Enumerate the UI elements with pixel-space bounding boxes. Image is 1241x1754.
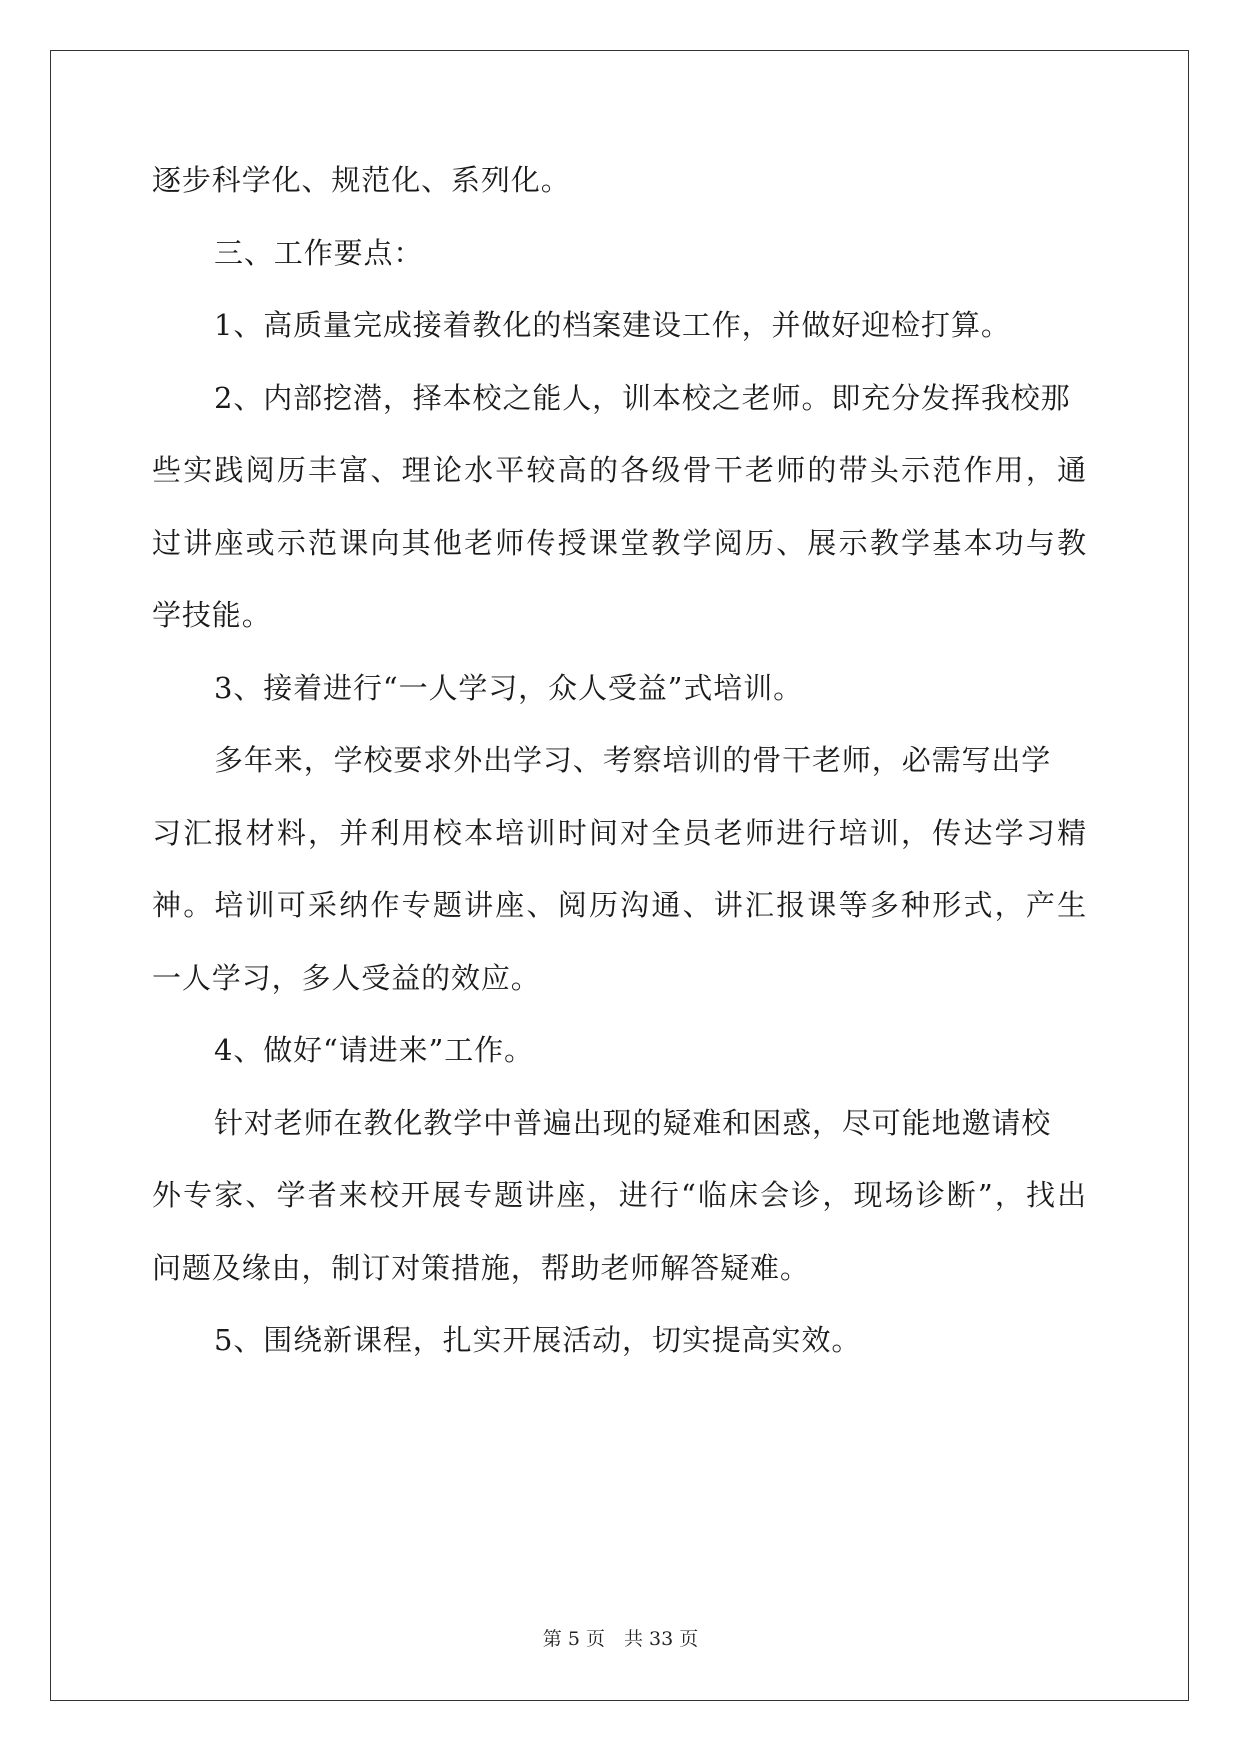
- text-line: 2、内部挖潜，择本校之能人，训本校之老师。即充分发挥我校那: [214, 380, 1071, 415]
- text-line: 些实践阅历丰富、理论水平较高的各级骨干老师的带头示范作用，通: [152, 453, 1087, 487]
- page-number-footer: 第 5 页 共 33 页: [542, 1628, 699, 1650]
- text-line: 神。培训可采纳作专题讲座、阅历沟通、讲汇报课等多种形式，产生: [152, 888, 1087, 922]
- text-line: 问题及缘由，制订对策措施，帮助老师解答疑难。: [152, 1250, 810, 1285]
- text-line: 一人学习，多人受益的效应。: [152, 960, 541, 995]
- text-line: 外专家、学者来校开展专题讲座，进行“临床会诊，现场诊断”，找出: [152, 1178, 1087, 1212]
- text-line: 过讲座或示范课向其他老师传授课堂教学阅历、展示教学基本功与教: [152, 525, 1087, 560]
- text-line: 学技能。: [152, 598, 272, 632]
- text-line: 多年来，学校要求外出学习、考察培训的骨干老师，必需写出学: [214, 743, 1052, 777]
- page-border: [50, 50, 1189, 1701]
- text-line: 3、接着进行“一人学习，众人受益”式培训。: [214, 670, 804, 705]
- text-line: 习汇报材料，并利用校本培训时间对全员老师进行培训，传达学习精: [152, 815, 1087, 850]
- text-line: 4、做好“请进来”工作。: [214, 1033, 534, 1067]
- text-line: 5、围绕新课程，扎实开展活动，切实提高实效。: [214, 1323, 862, 1357]
- text-line: 逐步科学化、规范化、系列化。: [152, 163, 571, 197]
- text-line: 针对老师在教化教学中普遍出现的疑难和困惑，尽可能地邀请校: [214, 1105, 1052, 1140]
- text-line: 三、工作要点：: [214, 235, 424, 270]
- text-line: 1、高质量完成接着教化的档案建设工作，并做好迎检打算。: [214, 308, 1011, 342]
